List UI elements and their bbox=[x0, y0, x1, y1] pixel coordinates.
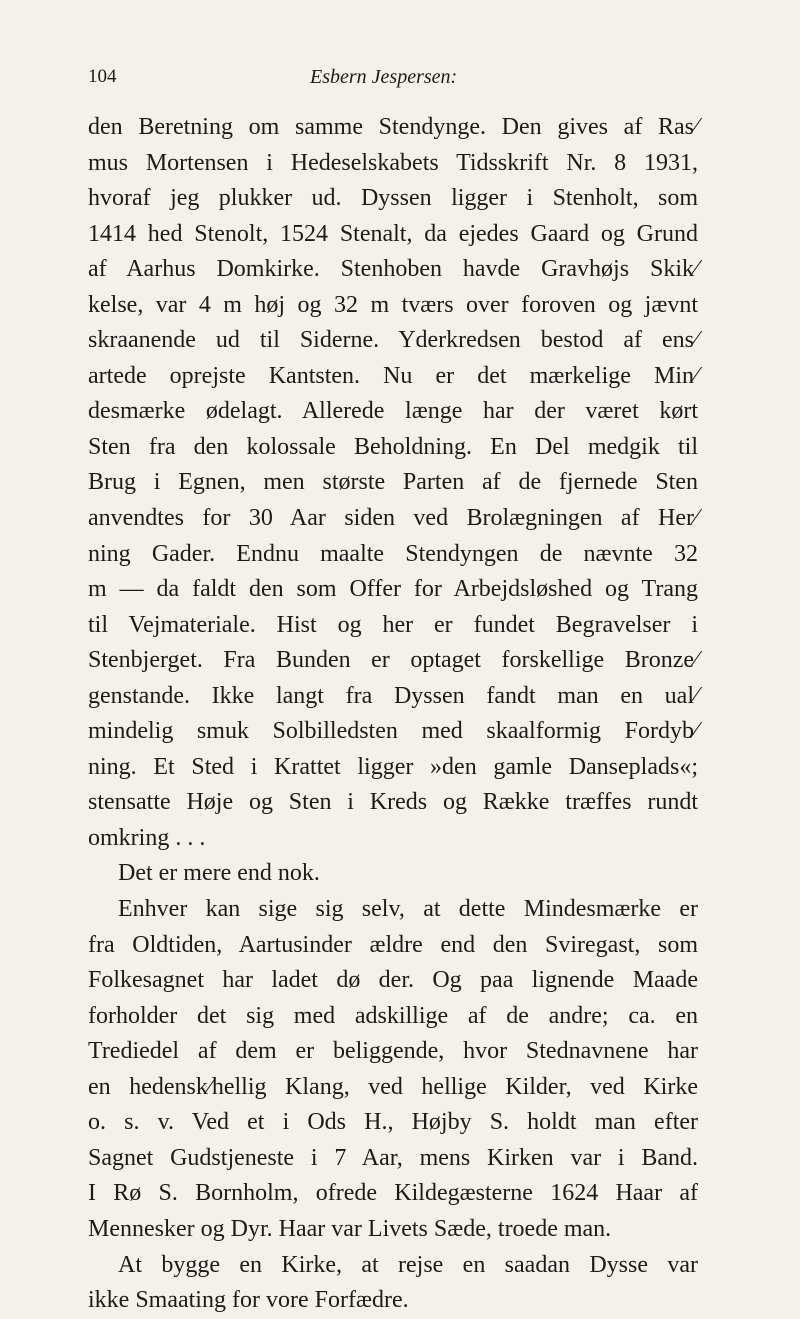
paragraph-start-line: Enhver kan sige sig selv, at dette Mindesmærke er bbox=[118, 896, 698, 923]
text-line: stensatte Høje og Sten i Kreds og Række træffes rundt bbox=[88, 789, 698, 816]
text-line: forholder det sig med adskillige af de andre; ca. en bbox=[88, 1002, 698, 1029]
body-text bbox=[88, 110, 698, 1319]
text-line: Sten fra den kolossale Beholdning. En Del medgik til bbox=[88, 433, 698, 460]
text-line: mus Mortensen i Hedeselskabets Tidsskrift Nr. 8 1931, bbox=[88, 149, 698, 176]
text-line: desmærke ødelagt. Allerede længe har der været kørt bbox=[88, 398, 698, 425]
text-line: I Rø S. Bornholm, ofrede Kildegæsterne 1624 Haar af bbox=[88, 1180, 698, 1207]
text-line: Folkesagnet har ladet dø der. Og paa lignende Maade bbox=[88, 967, 698, 994]
text-line: af Aarhus Domkirke. Stenhoben havde Gravhøjs Skik⁄ bbox=[88, 256, 698, 283]
paragraph-start-line: At bygge en Kirke, at rejse en saadan Dysse var bbox=[118, 1251, 698, 1278]
text-line: o. s. v. Ved et i Ods H., Højby S. holdt man efter bbox=[88, 1109, 698, 1136]
paragraph-start-line: Det er mere end nok. bbox=[118, 860, 320, 887]
text-line: fra Oldtiden, Aartusinder ældre end den Sviregast, som bbox=[88, 931, 698, 958]
text-line: ning. Et Sted i Krattet ligger »den gamle Danseplads«; bbox=[88, 753, 698, 780]
running-head: Esbern Jespersen: bbox=[310, 66, 458, 88]
text-line: Sagnet Gudstjeneste i 7 Aar, mens Kirken var i Band. bbox=[88, 1144, 698, 1171]
text-line: 1414 hed Stenolt, 1524 Stenalt, da ejedes Gaard og Grund bbox=[88, 220, 698, 247]
text-line: ning Gader. Endnu maalte Stendyngen de nævnte 32 bbox=[88, 540, 698, 567]
text-line: hvoraf jeg plukker ud. Dyssen ligger i Stenholt, som bbox=[88, 185, 698, 212]
text-line: Stenbjerget. Fra Bunden er optaget forskellige Bronze⁄ bbox=[88, 647, 698, 674]
text-line: Brug i Egnen, men største Parten af de fjernede Sten bbox=[88, 469, 698, 496]
text-line: anvendtes for 30 Aar siden ved Brolægningen af Her⁄ bbox=[88, 505, 698, 532]
text-line: en hedensk⁄hellig Klang, ved hellige Kilder, ved Kirke bbox=[88, 1073, 698, 1100]
text-line: den Beretning om samme Stendynge. Den gives af Ras⁄ bbox=[88, 114, 698, 140]
text-line: m — da faldt den som Offer for Arbejdsløshed og Trang bbox=[88, 576, 698, 603]
text-line: til Vejmateriale. Hist og her er fundet Begravelser i bbox=[88, 611, 698, 638]
text-line: mindelig smuk Solbilledsten med skaalformig Fordyb⁄ bbox=[88, 718, 698, 745]
page-header bbox=[88, 66, 698, 96]
text-line: kelse, var 4 m høj og 32 m tværs over foroven og jævnt bbox=[88, 291, 698, 318]
text-line: Trediedel af dem er beliggende, hvor Stednavnene har bbox=[88, 1038, 698, 1065]
text-line: skraanende ud til Siderne. Yderkredsen bestod af ens⁄ bbox=[88, 327, 698, 354]
text-line: ikke Smaating for vore Forfædre. bbox=[88, 1287, 409, 1314]
text-line: genstande. Ikke langt fra Dyssen fandt man en ual⁄ bbox=[88, 682, 698, 709]
text-line: Mennesker og Dyr. Haar var Livets Sæde, troede man. bbox=[88, 1215, 612, 1242]
page-number: 104 bbox=[88, 66, 117, 87]
text-line: artede oprejste Kantsten. Nu er det mærkelige Min⁄ bbox=[88, 362, 698, 389]
text-line: omkring . . . bbox=[88, 824, 206, 851]
